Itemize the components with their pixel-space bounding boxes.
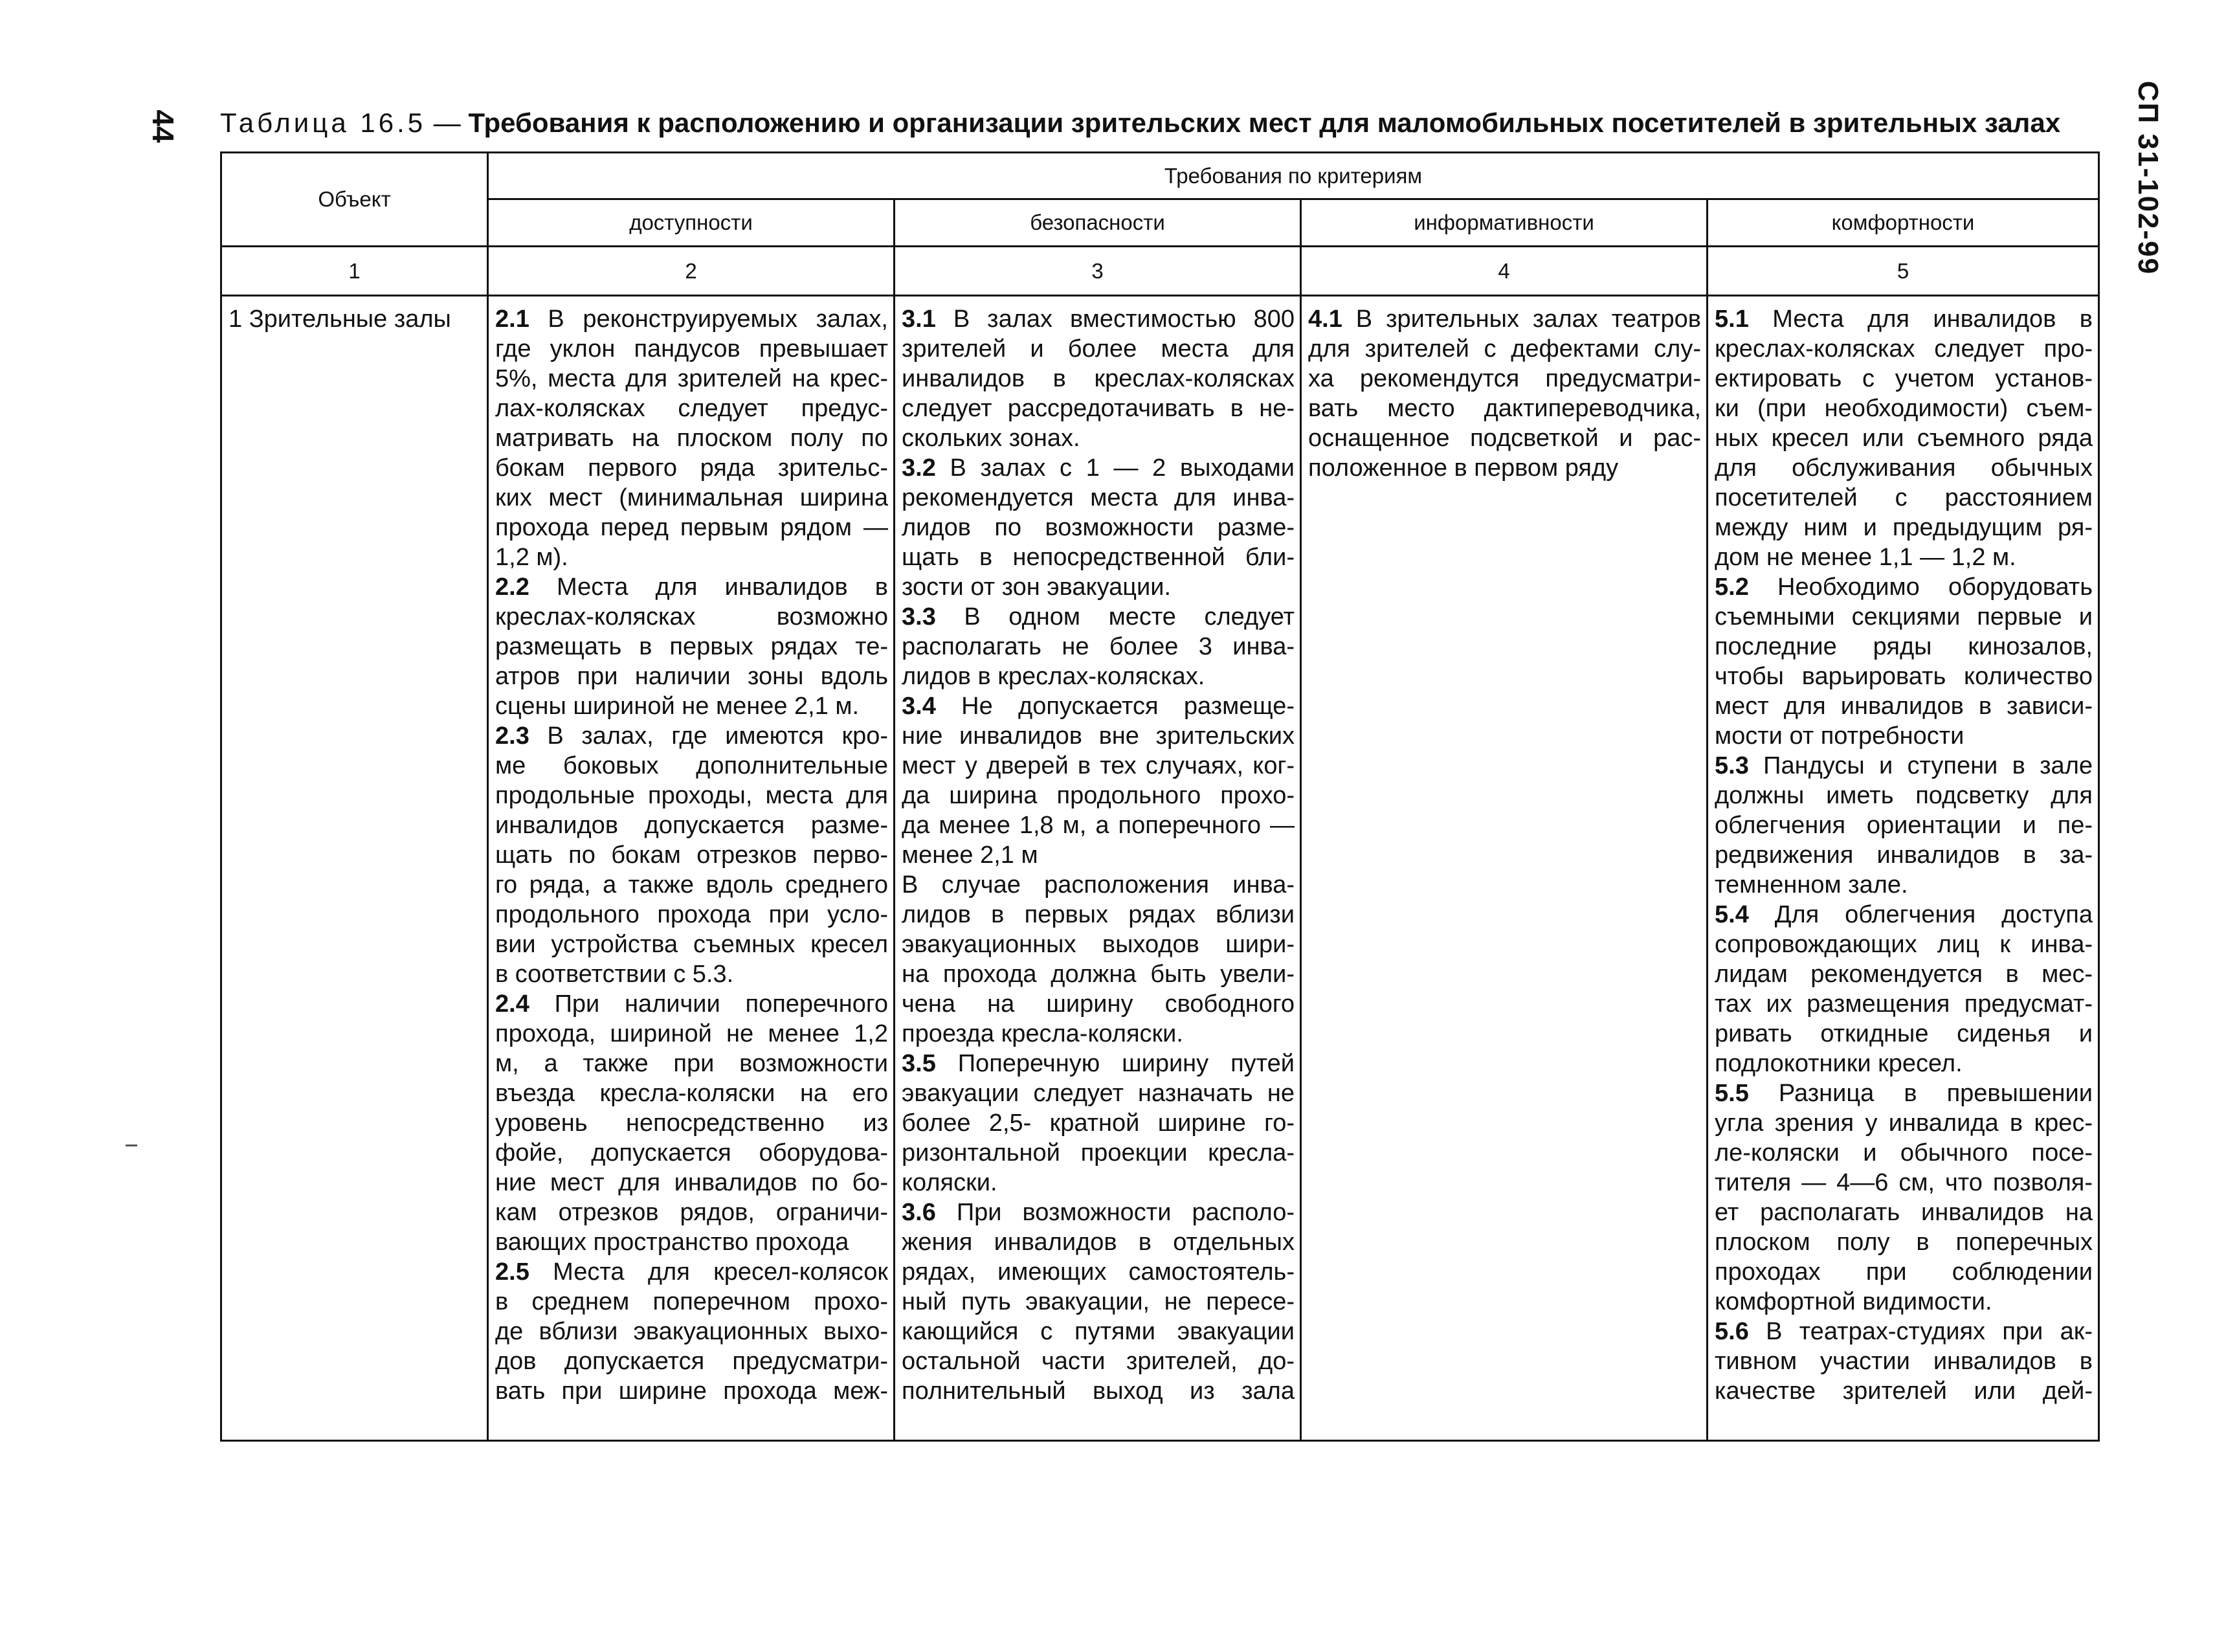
clause-number: 5.2 [1715,574,1749,601]
requirement-line: креслах-колясках следует про- [1715,335,2093,363]
clause-number: 3.1 [902,306,936,333]
clause-text: В реконструируемых залах, [529,306,888,333]
object-cell [221,296,488,1441]
requirement-line: проезда кресла-коляски. [902,1020,1183,1047]
requirement-line: кающийся с путями эвакуации [902,1318,1295,1345]
requirement-line: мости от потребности [1715,722,1964,750]
clause-number: 5.5 [1715,1080,1749,1107]
safety-requirements-cell [895,296,1301,1441]
clause-number: 2.2 [495,574,529,601]
requirement-line: коляски. [902,1169,997,1196]
requirement-line: прохода, шириной не менее 1,2 [495,1020,888,1047]
requirement-line: более 2,5- кратной ширине го- [902,1110,1295,1137]
requirement-line: ние инвалидов вне зрительских [902,722,1295,750]
clause-text: При наличии поперечного [529,990,888,1018]
clause-number: 5.3 [1715,752,1749,779]
requirement-line: где уклон пандусов превышает [495,335,888,363]
requirement-line: мест для инвалидов в зависи- [1715,693,2093,720]
header-criterion-informativeness: информативности [1301,199,1708,247]
clause-number: 3.2 [902,454,936,482]
requirement-line: ние мест для инвалидов по бо- [495,1169,888,1196]
requirement-line: эвакуационных выходов шири- [902,931,1295,958]
requirement-line [902,1049,1295,1078]
informativeness-requirements-cell [1301,296,1708,1441]
requirement-line: продольного прохода при усло- [495,901,888,928]
scan-mark [126,1144,137,1146]
requirement-line: оснащенное подсветкой и рас- [1308,425,1701,452]
requirement-line: для обслуживания обычных [1715,454,2093,482]
informativeness-requirements [1302,296,1706,483]
clause-text: Места для инвалидов в [1748,306,2093,333]
clause-number: 5.4 [1715,901,1749,928]
clause-text: Необходимо оборудовать [1748,574,2093,601]
requirement-line [1308,304,1701,334]
column-number: 3 [895,247,1301,296]
requirement-line: В случае расположения инва- [902,871,1295,899]
requirement-line: остальной части зрителей, до- [902,1348,1295,1375]
requirement-line: редвижения инвалидов в за- [1715,842,2093,869]
requirement-line [1715,1078,2093,1108]
requirement-line: вать при ширине прохода меж- [495,1378,888,1405]
requirement-line: дов допускается предусматри- [495,1348,888,1375]
requirement-line [1715,304,2093,334]
requirement-line: ки (при необходимости) съем- [1715,395,2093,422]
column-number: 2 [488,247,895,296]
requirement-line: комфортной видимости. [1715,1288,1992,1315]
requirement-line: ме боковых дополнительные [495,752,888,779]
header-criterion-safety: безопасности [895,199,1301,247]
requirement-line: вать место дактипереводчика, [1308,395,1701,422]
requirement-line: угла зрения у инвалида в крес- [1715,1110,2093,1137]
requirement-line [495,572,888,602]
requirement-line [1715,1317,2093,1346]
requirement-line: полнительный выход из зала [902,1378,1295,1405]
requirement-line: съемными секциями первые и [1715,603,2093,631]
clause-text: В одном месте следует [935,603,1295,631]
requirement-line: кам отрезков рядов, ограничи- [495,1199,888,1226]
clause-text: Пандусы и ступени в зале [1748,752,2093,779]
clause-number: 5.1 [1715,306,1749,333]
requirement-line: въезда кресла-коляски на его [495,1080,888,1107]
requirement-line: продольные проходы, места для [495,782,888,809]
clause-number: 2.1 [495,306,529,333]
clause-text: При возможности располо- [935,1199,1295,1226]
requirement-line: последние ряды кинозалов, [1715,633,2093,660]
requirement-line: ризонтальной проекции кресла- [902,1139,1295,1166]
requirement-line [495,304,888,334]
requirement-line: зрителей и более места для [902,335,1295,363]
requirement-line: ет располагать инвалидов на [1715,1199,2093,1226]
safety-requirements [895,296,1300,1406]
requirement-line: 5%, места для зрителей на крес- [495,365,888,392]
requirement-line [1715,572,2093,602]
comfort-requirements-cell [1708,296,2099,1441]
header-criterion-accessibility: доступности [488,199,895,247]
clause-text: Места для кресел-колясок [529,1258,888,1286]
table-caption-dash: — [426,107,469,138]
comfort-requirements [1708,296,2098,1406]
requirement-line: проходах при соблюдении [1715,1258,2093,1286]
clause-text: В залах с 1 — 2 выходами [935,454,1295,482]
requirement-line: следует рассредотачивать в не- [902,395,1295,422]
requirement-line: менее 2,1 м [902,842,1038,869]
requirement-line: ривать откидные сиденья и [1715,1020,2093,1047]
clause-number: 4.1 [1308,306,1342,333]
requirement-line: рекомендуется места для инва- [902,484,1295,511]
requirement-line [902,602,1295,632]
table-caption [220,105,2097,141]
requirement-line: сцены шириной не менее 2,1 м. [495,693,860,720]
requirement-line: тителя — 4—6 см, что позволя- [1715,1169,2093,1196]
clause-number: 2.3 [495,722,529,750]
requirement-line: в среднем поперечном прохо- [495,1288,888,1315]
requirement-line: фойе, допускается оборудова- [495,1139,888,1166]
table-caption-label: Таблица 16.5 [220,107,427,138]
requirement-line [495,721,888,751]
clause-number: 5.6 [1715,1318,1749,1345]
clause-number: 3.3 [902,603,936,631]
requirement-line [902,304,1295,334]
requirement-line: вающих пространство прохода [495,1229,849,1256]
clause-text: Поперечную ширину путей [935,1050,1295,1077]
requirement-line: креслах-колясках возможно [495,603,888,631]
clause-number: 3.4 [902,693,936,720]
clause-text: Разница в превышении [1748,1080,2093,1107]
requirement-line: прохода перед первым рядом — [495,514,888,541]
requirement-line: щать в непосредственной бли- [902,544,1295,571]
requirement-line: ха рекомендутся предусматри- [1308,365,1701,392]
requirement-line: рядах, имеющих самостоятель- [902,1258,1295,1286]
requirement-line: лах-колясках следует предус- [495,395,888,422]
requirement-line [1715,900,2093,930]
requirement-line: подлокотники кресел. [1715,1050,1963,1077]
requirement-line: темненном зале. [1715,871,1908,899]
column-number: 4 [1301,247,1708,296]
table-caption-title: Требования к расположению и организации зрительских мест для маломобильных посетителей в зрительных залах [468,107,2061,138]
accessibility-requirements [489,296,893,1406]
requirements-table [220,151,2100,1442]
header-criteria-group: Требования по критериям [488,153,2099,199]
requirement-line: для зрителей с дефектами слу- [1308,335,1701,363]
requirement-line: да менее 1,8 м, а поперечного — [902,812,1295,839]
requirement-line [495,1257,888,1287]
requirement-line: ле-коляски и обычного посе- [1715,1139,2093,1166]
requirement-line: на прохода должна быть увели- [902,961,1295,988]
requirement-line: посетителей с расстоянием [1715,484,2093,511]
requirement-line: между ним и предыдущим ря- [1715,514,2093,541]
requirement-line: качестве зрителей или дей- [1715,1378,2093,1405]
page-number: 44 [146,109,180,143]
requirement-line: зости от зон эвакуации. [902,574,1172,601]
clause-text: Для облегчения доступа [1748,901,2093,928]
header-object: Объект [221,153,488,247]
requirement-line: располагать не более 3 инва- [902,633,1295,660]
requirement-line: тах их размещения предусмат- [1715,990,2093,1018]
clause-number: 3.5 [902,1050,936,1077]
requirement-line: лидам рекомендуется в мес- [1715,961,2093,988]
requirement-line [1715,751,2093,781]
requirement-line [902,453,1295,483]
requirement-line: ных кресел или съемного ряда [1715,425,2093,452]
requirement-line: матривать на плоском полу по [495,425,888,452]
requirement-line: щать по бокам отрезков перво- [495,842,888,869]
requirement-line: размещать в первых рядах те- [495,633,888,660]
clause-text: В театрах-студиях при ак- [1748,1318,2093,1345]
requirement-line: да ширина продольного прохо- [902,782,1295,809]
requirement-line: бокам первого ряда зрительс- [495,454,888,482]
requirement-line: мест у дверей в тех случаях, ког- [902,752,1295,779]
requirement-line: дом не менее 1,1 — 1,2 м. [1715,544,2016,571]
requirement-line: лидов в первых рядах вблизи [902,901,1295,928]
requirement-line: эвакуации следует назначать не [902,1080,1295,1107]
requirement-line: положенное в первом ряду [1308,454,1619,482]
requirement-line: чтобы варьировать количество [1715,663,2093,690]
clause-text: Не допускается размеще- [935,693,1295,720]
requirement-line: облегчения ориентации и пе- [1715,812,2093,839]
clause-number: 2.4 [495,990,529,1018]
clause-text: Места для инвалидов в [529,574,888,601]
requirement-line: инвалидов допускается разме- [495,812,888,839]
requirement-line: инвалидов в креслах-колясках [902,365,1295,392]
clause-text: В залах, где имеются кро- [529,722,888,750]
object-name: 1 Зрительные залы [228,306,451,333]
requirement-line: 1,2 м). [495,544,568,571]
accessibility-requirements-cell [488,296,895,1441]
clause-text: В залах вместимостью 800 [935,306,1295,333]
column-number: 5 [1708,247,2099,296]
document-code: СП 31-102-99 [2132,80,2164,276]
header-criterion-comfort: комфортности [1708,199,2099,247]
requirement-line: го ряда, а также вдоль среднего [495,871,888,899]
requirement-line [902,691,1295,721]
requirement-line: в соответствии с 5.3. [495,961,734,988]
requirement-line: атров при наличии зоны вдоль [495,663,888,690]
clause-text: В зрительных залах театров [1342,306,1701,333]
requirement-line: лидов в креслах-колясках. [902,663,1205,690]
requirement-line: лидов по возможности разме- [902,514,1295,541]
requirement-line [902,1198,1295,1227]
requirement-line: плоском полу в поперечных [1715,1229,2093,1256]
requirement-line: уровень непосредственно из [495,1110,888,1137]
requirement-line [495,989,888,1019]
requirement-line: де вблизи эвакуационных выхо- [495,1318,888,1345]
requirement-line: вии устройства съемных кресел [495,931,888,958]
requirement-line: скольких зонах. [902,425,1080,452]
requirement-line: ектировать с учетом установ- [1715,365,2093,392]
column-number: 1 [221,247,488,296]
requirement-line: должны иметь подсветку для [1715,782,2093,809]
requirement-line: чена на ширину свободного [902,990,1295,1018]
requirement-line: м, а также при возможности [495,1050,888,1077]
requirement-line: сопровождающих лиц к инва- [1715,931,2093,958]
clause-number: 3.6 [902,1199,936,1226]
requirement-line: жения инвалидов в отдельных [902,1229,1295,1256]
clause-number: 2.5 [495,1258,529,1286]
requirement-line: ный путь эвакуации, не пересе- [902,1288,1295,1315]
requirement-line: тивном участии инвалидов в [1715,1348,2093,1375]
requirement-line: ких мест (минимальная ширина [495,484,888,511]
